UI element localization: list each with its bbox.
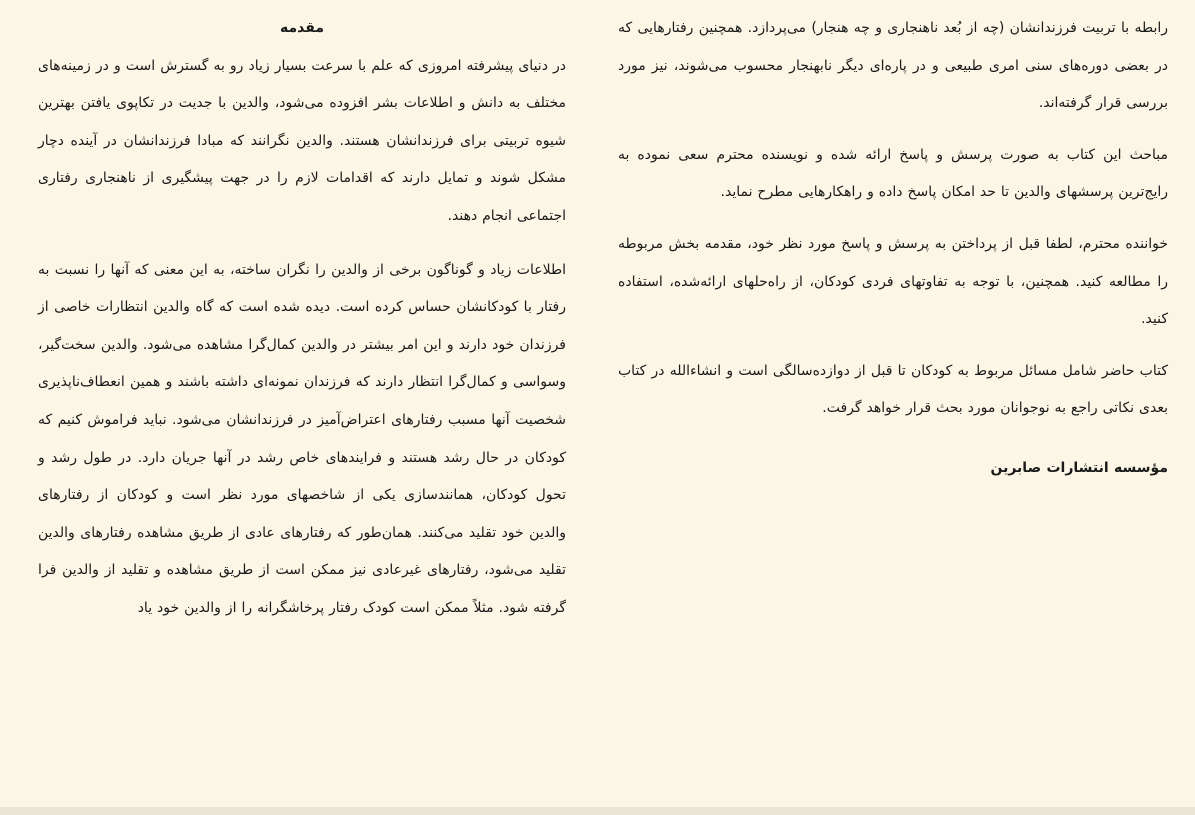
intro-paragraph-2: اطلاعات زیاد و گوناگون برخی از والدین را نگران ساخته، به این معنی که آنها را نسبت به رفتار با کودکانشان حساس کرده است. دیده شده است که گاه والدین انتظارات خاصی از فرزندان خود دارند و این امر بیشتر در والدین کمال‌گرا مشاهده می‌شود. والدین سخت‌گیر، وسواسی و کمال‌گرا انتظار دارند که فرزندان نمونه‌ای داشته باشند و همین انعطاف‌ناپذیری شخصیت آنها مسبب رفتارهای اعتراض‌آمیز در فرزندانشان می‌شود. نباید فراموش کنیم که کودکان در حال رشد هستند و فرایندهای خاص رشد در آنها جریان دارد. در طول رشد و تحول کودکان، همانندسازی یکی از شاخصهای مورد نظر است و کودکان از رفتارهای والدین خود تقلید می‌کنند. همان‌طور که رفتارهای عادی از طریق مشاهده رفتارهای والدین تقلید می‌شود، رفتارهای غیرعادی نیز ممکن است از طریق مشاهده و تقلید از والدین فرا گرفته شود. مثلاً ممکن است کودک رفتار پرخاشگرانه را از والدین خود یاد [38, 261, 566, 616]
left-paragraph-3: خواننده محترم، لطفا قبل از پرداختن به پرسش و پاسخ مورد نظر خود، مقدمه بخش مربوطه را مطالعه کنید. همچنین، با توجه به تفاوتهای فردی کودکان، از راه‌حلهای ارائه‌شده، استفاده کنید. [618, 235, 1168, 328]
left-paragraph-1: رابطه با تربیت فرزندانشان (چه از بُعد ناهنجاری و چه هنجار) می‌پردازد. همچنین رفتارهایی که در بعضی دوره‌های سنی امری طبیعی و در پاره‌ای دیگر نابهنجار محسوب می‌شوند، نیز مورد بررسی قرار گرفته‌اند. [618, 20, 1168, 112]
intro-paragraph-1: در دنیای پیشرفته امروزی که علم با سرعت بسیار زیاد رو به گسترش است و در زمینه‌های مختلف به دانش و اطلاعات بشر افزوده می‌شود، والدین با جدیت در تکاپوی یافتن بهترین شیوه تربیتی برای فرزندانشان هستند. والدین نگرانند که مبادا فرزندانشان در آینده دچار مشکل شوند و تمایل دارند که اقدامات لازم را در جهت پیشگیری از ناهنجاری رفتاری اجتماعی انجام دهند. [38, 57, 566, 224]
right-column [38, 10, 566, 628]
section-title: مقدمه [280, 20, 324, 36]
left-column [618, 10, 1168, 488]
bottom-border [0, 807, 1195, 815]
publisher-signature: مؤسسه انتشارات صابرین [990, 459, 1168, 476]
left-paragraph-2: مباحث این کتاب به صورت پرسش و پاسخ ارائه شده و نویسنده محترم سعی نموده به رایج‌ترین پرسشهای والدین تا حد امکان پاسخ داده و راهکارهایی مطرح نماید. [618, 146, 1168, 201]
left-paragraph-4: کتاب حاضر شامل مسائل مربوط به کودکان تا قبل از دوازده‌سالگی است و انشاءالله در کتاب بعدی نکاتی راجع به نوجوانان مورد بحث قرار خواهد گرفت. [618, 362, 1168, 417]
